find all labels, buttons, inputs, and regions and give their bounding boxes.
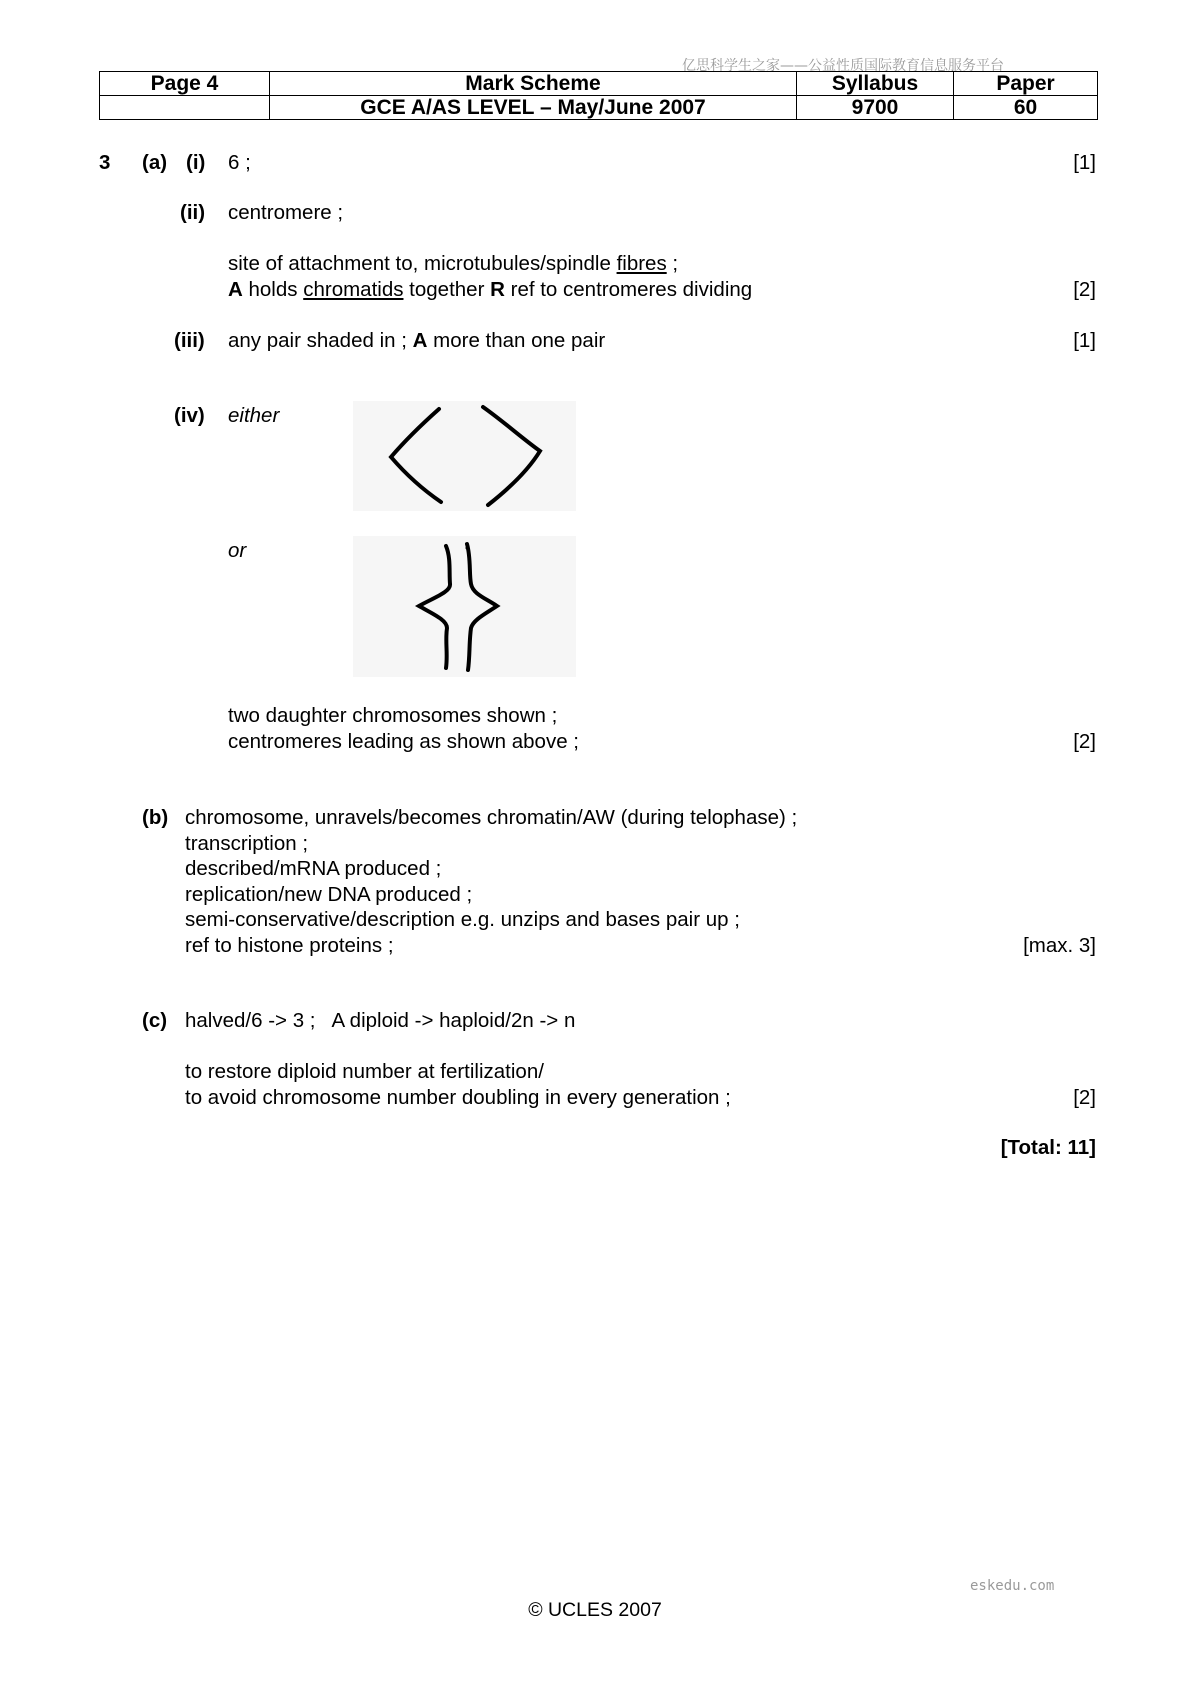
part-a-ii-line-2 bbox=[228, 252, 678, 276]
page-number-cell: Page 4 bbox=[100, 72, 270, 96]
underlined-fibres: fibres bbox=[616, 252, 667, 275]
part-a-ii-line-3 bbox=[228, 278, 752, 302]
part-b-mark: [max. 3] bbox=[1023, 934, 1096, 957]
accept-marker: A bbox=[228, 278, 243, 301]
part-a-ii-line-1: centromere ; bbox=[228, 201, 344, 224]
paper-label-cell: Paper bbox=[954, 72, 1098, 96]
chromosome-diagram-either bbox=[353, 401, 576, 511]
line-2-end: ; bbox=[666, 252, 679, 275]
question-number: 3 bbox=[99, 151, 111, 174]
part-c-line-2: to restore diploid number at fertilization/ bbox=[185, 1060, 544, 1083]
footer-copyright: © UCLES 2007 bbox=[528, 1599, 662, 1621]
part-a-iv-line-2: centromeres leading as shown above ; bbox=[228, 730, 579, 753]
watermark-bottom: eskedu.com bbox=[970, 1578, 1055, 1594]
part-a-i-mark: [1] bbox=[1073, 151, 1096, 174]
part-a-iv-mark: [2] bbox=[1073, 730, 1096, 753]
part-c-line-1: halved/6 -> 3 ; A diploid -> haploid/2n -> n bbox=[185, 1009, 576, 1032]
accept-marker: A bbox=[412, 329, 428, 352]
reject-marker: R bbox=[490, 278, 505, 301]
chromosome-diagram-or bbox=[353, 536, 576, 677]
part-a-i-answer: 6 ; bbox=[228, 151, 251, 174]
either-label: either bbox=[228, 404, 280, 427]
part-a-iii-label: (iii) bbox=[174, 329, 205, 352]
exam-title-cell: GCE A/AS LEVEL – May/June 2007 bbox=[270, 96, 797, 120]
blank-cell bbox=[100, 96, 270, 120]
part-a-iv-line-1: two daughter chromosomes shown ; bbox=[228, 704, 558, 727]
part-a-iv-label: (iv) bbox=[174, 404, 205, 427]
part-b-line-2: transcription ; bbox=[185, 832, 309, 855]
part-c-mark: [2] bbox=[1073, 1086, 1096, 1109]
document-type-cell: Mark Scheme bbox=[270, 72, 797, 96]
part-b-line-4: replication/new DNA produced ; bbox=[185, 883, 473, 906]
part-a-ii-mark: [2] bbox=[1073, 278, 1096, 301]
header-row-2 bbox=[100, 96, 1098, 120]
part-a-label: (a) bbox=[142, 151, 168, 174]
paper-number-cell: 60 bbox=[954, 96, 1098, 120]
line-3-text-b: together bbox=[403, 278, 491, 301]
part-c-line-3: to avoid chromosome number doubling in every generation ; bbox=[185, 1086, 731, 1109]
line-2-text: site of attachment to, microtubules/spindle bbox=[228, 252, 617, 275]
underlined-chromatids: chromatids bbox=[303, 278, 404, 301]
part-b-line-3: described/mRNA produced ; bbox=[185, 857, 442, 880]
part-a-i-label: (i) bbox=[186, 151, 206, 174]
part-b-line-6: ref to histone proteins ; bbox=[185, 934, 394, 957]
line-3-text-a: holds bbox=[242, 278, 304, 301]
part-c-label: (c) bbox=[142, 1009, 168, 1032]
question-total: [Total: 11] bbox=[1000, 1136, 1096, 1159]
part-a-iii-answer bbox=[228, 329, 605, 353]
syllabus-label-cell: Syllabus bbox=[797, 72, 954, 96]
header-row-1 bbox=[100, 72, 1098, 96]
header-table bbox=[99, 71, 1098, 120]
part-b-line-5: semi-conservative/description e.g. unzips and bases pair up ; bbox=[185, 908, 740, 931]
line-3-text-c: ref to centromeres dividing bbox=[504, 278, 753, 301]
part-b-label: (b) bbox=[142, 806, 169, 829]
part-a-ii-label: (ii) bbox=[180, 201, 206, 224]
answer-text: any pair shaded in ; bbox=[228, 329, 413, 352]
or-label: or bbox=[228, 539, 247, 562]
answer-text-end: more than one pair bbox=[427, 329, 606, 352]
part-a-iii-mark: [1] bbox=[1073, 329, 1096, 352]
syllabus-code-cell: 9700 bbox=[797, 96, 954, 120]
part-b-line-1: chromosome, unravels/becomes chromatin/AW (during telophase) ; bbox=[185, 806, 798, 829]
watermark-top: 亿思科学生之家——公益性质国际教育信息服务平台 bbox=[682, 58, 1004, 74]
